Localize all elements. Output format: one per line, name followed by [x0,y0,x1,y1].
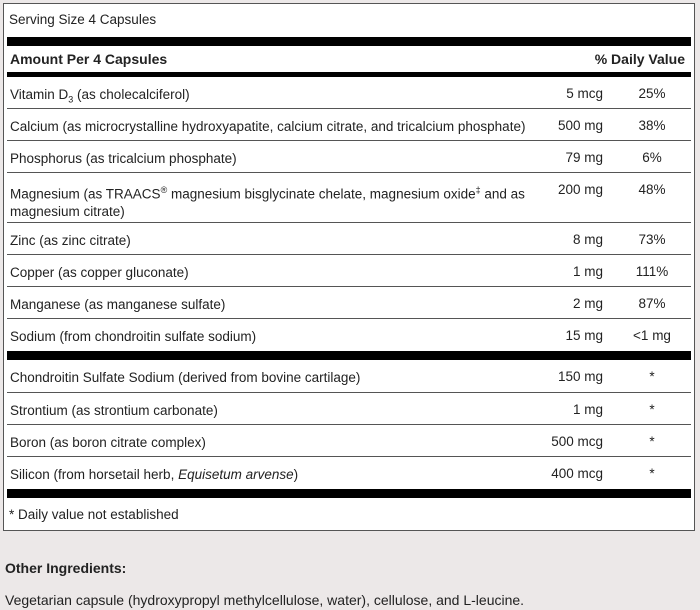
nutrient-daily-value: 25% [638,86,666,101]
nutrient-amount: 200 mg [557,182,603,197]
nutrient-amount: 5 mcg [566,86,603,101]
table-row [7,223,691,255]
table-row [7,360,691,393]
compound-name: Chondroitin Sulfate Sodium (derived from bovine cartilage) [10,370,361,385]
nutrient-amount: 2 mg [572,296,603,311]
compound-daily-value: * [649,434,655,449]
nutrient-name: Zinc (as zinc citrate) [10,233,131,248]
nutrient-name: Copper (as copper gluconate) [10,265,189,280]
nutrient-name: Manganese (as manganese sulfate) [10,297,226,312]
thick-divider [7,489,691,498]
nutrient-daily-value: 111% [635,264,669,279]
serving-size: Serving Size 4 Capsules [9,12,157,27]
compound-daily-value: * [649,402,655,417]
table-row [7,457,691,489]
nutrient-amount: 79 mg [565,150,603,165]
nutrient-name: Sodium (from chondroitin sulfate sodium) [10,329,257,344]
table-row [7,173,691,223]
compound-daily-value: * [649,369,655,384]
thick-divider [7,351,691,360]
table-row [7,425,691,457]
footnote: * Daily value not established [9,507,179,522]
nutrient-daily-value: 38% [638,118,666,133]
nutrient-daily-value: 48% [638,182,666,197]
table-row [7,77,691,109]
nutrient-amount: 15 mg [565,328,603,343]
supplement-facts-panel [3,3,695,531]
nutrient-amount: 500 mg [557,118,603,133]
nutrient-daily-value: <1 mg [633,328,671,343]
table-row [7,319,691,351]
compound-name: Boron (as boron citrate complex) [10,435,206,450]
thick-divider [7,37,691,46]
compound-amount: 400 mcg [551,466,603,481]
nutrient-daily-value: 6% [642,150,662,165]
nutrient-amount: 8 mg [572,232,603,247]
nutrient-amount: 1 mg [572,264,603,279]
compound-amount: 500 mcg [551,434,603,449]
other-ingredients-title: Other Ingredients: [5,560,127,576]
table-header [7,48,691,72]
other-ingredients-text: Vegetarian capsule (hydroxypropyl methylcellulose, water), cellulose, and L-leucine. [5,592,525,608]
nutrient-name: Magnesium (as TRAACS® magnesium bisglycinate chelate, magnesium oxide‡ and as magnesium citrate) [10,185,525,219]
table-row [7,255,691,287]
table-row [7,109,691,141]
table-row [7,141,691,173]
nutrient-daily-value: 73% [638,232,666,247]
nutrient-name: Calcium (as microcrystalline hydroxyapatite, calcium citrate, and tricalcium phosphate) [10,119,526,134]
amount-header: Amount Per 4 Capsules [10,51,168,67]
daily-value-header: % Daily Value [594,51,685,67]
compound-daily-value: * [649,466,655,481]
nutrient-name: Phosphorus (as tricalcium phosphate) [10,151,237,166]
table-row [7,287,691,319]
compound-amount: 150 mg [557,369,603,384]
table-row [7,393,691,425]
nutrient-daily-value: 87% [638,296,666,311]
nutrient-name: Vitamin $D_3$ (as cholecalciferol) [10,87,190,105]
compound-name: Strontium (as strontium carbonate) [10,403,218,418]
compound-name: Silicon (from horsetail herb, Equisetum arvense) [10,467,299,482]
compound-amount: 1 mg [572,402,603,417]
